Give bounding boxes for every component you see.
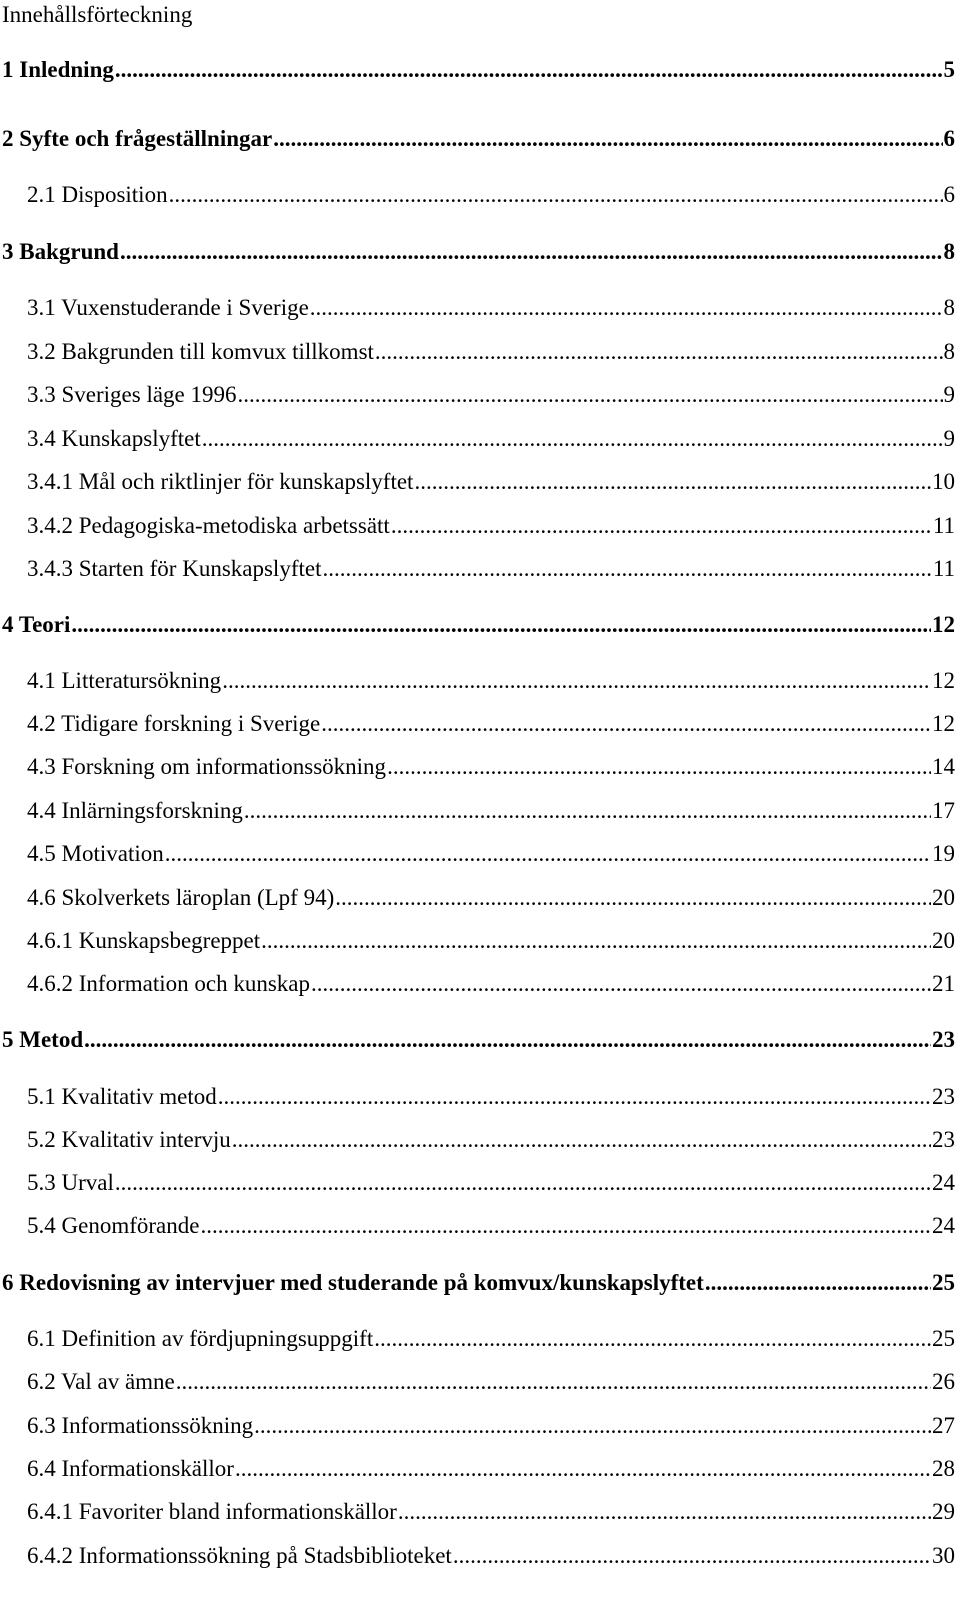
toc-entry[interactable]	[2, 124, 955, 154]
toc-entry-label: 6.1 Definition av fördjupningsuppgift	[27, 1326, 374, 1351]
toc-entry[interactable]	[2, 237, 955, 267]
toc-dot-leader	[84, 1025, 931, 1055]
toc-entry[interactable]	[27, 1211, 955, 1241]
toc-dot-leader	[165, 839, 931, 869]
toc-entry[interactable]	[27, 293, 955, 323]
toc-entry-page-number: 11	[932, 513, 955, 538]
toc-entry[interactable]	[27, 554, 955, 584]
toc-entry-label: 1 Inledning	[2, 57, 114, 82]
toc-entry-page-number: 20	[932, 928, 955, 953]
toc-entry-page-number: 9	[943, 382, 955, 407]
toc-entry[interactable]	[27, 467, 955, 497]
toc-dot-leader	[120, 237, 943, 267]
toc-dot-leader	[115, 55, 943, 85]
toc-entry-label: 5.2 Kvalitativ intervju	[27, 1127, 231, 1152]
toc-dot-leader	[375, 337, 943, 367]
toc-dot-leader	[322, 554, 931, 584]
toc-entry[interactable]	[27, 839, 955, 869]
toc-entry-page-number: 12	[932, 612, 955, 637]
toc-entry[interactable]	[2, 1268, 955, 1298]
toc-entry-page-number: 25	[932, 1326, 955, 1351]
toc-dot-leader	[335, 883, 931, 913]
toc-entry-label: 4.2 Tidigare forskning i Sverige	[27, 711, 321, 736]
toc-entry-page-number: 19	[932, 841, 955, 866]
toc-heading: Innehållsförteckning	[2, 2, 193, 27]
toc-entry-label: 6.4 Informationskällor	[27, 1456, 234, 1481]
toc-entry-label: 4 Teori	[2, 612, 71, 637]
toc-dot-leader	[222, 666, 931, 696]
toc-entry[interactable]	[27, 511, 955, 541]
toc-entry-label: 6 Redovisning av intervjuer med studerande på komvux/kunskapslyftet	[2, 1270, 704, 1295]
toc-entry[interactable]	[2, 610, 955, 640]
toc-dot-leader	[705, 1268, 931, 1298]
toc-entry-page-number: 6	[943, 182, 955, 207]
toc-dot-leader	[311, 969, 931, 999]
toc-entry-page-number: 24	[932, 1170, 955, 1195]
toc-entry-page-number: 12	[932, 668, 955, 693]
toc-entry-page-number: 6	[943, 126, 955, 151]
toc-entry[interactable]	[27, 752, 955, 782]
toc-entry-page-number: 28	[932, 1456, 955, 1481]
toc-dot-leader	[414, 467, 931, 497]
toc-entry[interactable]	[2, 55, 955, 85]
toc-entry[interactable]	[27, 709, 955, 739]
toc-dot-leader	[115, 1168, 931, 1198]
toc-entry-label: 5.1 Kvalitativ metod	[27, 1084, 217, 1109]
toc-dot-leader	[169, 180, 943, 210]
toc-entry-label: 4.1 Litteratursökning	[27, 668, 222, 693]
toc-entry[interactable]	[27, 1541, 955, 1571]
toc-entry-page-number: 8	[943, 239, 955, 264]
toc-dot-leader	[235, 1454, 931, 1484]
toc-dot-leader	[232, 1125, 931, 1155]
toc-entry-label: 4.6.2 Information och kunskap	[27, 971, 310, 996]
toc-entry-label: 3 Bakgrund	[2, 239, 119, 264]
toc-entry[interactable]	[27, 180, 955, 210]
toc-dot-leader	[387, 752, 931, 782]
toc-dot-leader	[310, 293, 943, 323]
toc-dot-leader	[321, 709, 931, 739]
toc-entry-page-number: 17	[932, 798, 955, 823]
toc-entry[interactable]	[27, 1125, 955, 1155]
toc-entry-page-number: 30	[932, 1543, 955, 1568]
toc-entry-label: 6.3 Informationssökning	[27, 1413, 254, 1438]
toc-entry[interactable]	[27, 1497, 955, 1527]
toc-entry-label: 5.3 Urval	[27, 1170, 114, 1195]
toc-entry-label: 4.4 Inlärningsforskning	[27, 798, 243, 823]
toc-entry[interactable]	[27, 1454, 955, 1484]
toc-entry-label: 2.1 Disposition	[27, 182, 168, 207]
toc-entry-page-number: 10	[932, 469, 955, 494]
toc-entry-page-number: 23	[932, 1127, 955, 1152]
toc-entry[interactable]	[27, 1082, 955, 1112]
toc-entry[interactable]	[27, 796, 955, 826]
toc-entry[interactable]	[2, 1025, 955, 1055]
toc-dot-leader	[244, 796, 931, 826]
toc-entry-label: 4.6 Skolverkets läroplan (Lpf 94)	[27, 885, 335, 910]
toc-entry[interactable]	[27, 1367, 955, 1397]
toc-entry-label: 3.4.1 Mål och riktlinjer för kunskapslyftet	[27, 469, 414, 494]
toc-entry-label: 3.3 Sveriges läge 1996	[27, 382, 237, 407]
toc-entry-label: 5 Metod	[2, 1027, 84, 1052]
toc-entry-page-number: 11	[932, 556, 955, 581]
toc-entry[interactable]	[27, 337, 955, 367]
toc-dot-leader	[200, 1211, 931, 1241]
toc-entry-page-number: 25	[932, 1270, 955, 1295]
toc-dot-leader	[273, 124, 942, 154]
toc-entry[interactable]	[27, 926, 955, 956]
toc-dot-leader	[218, 1082, 931, 1112]
toc-entry-page-number: 23	[932, 1027, 955, 1052]
toc-entry-page-number: 14	[932, 754, 955, 779]
toc-dot-leader	[254, 1411, 931, 1441]
toc-entry[interactable]	[27, 1168, 955, 1198]
toc-entry-label: 5.4 Genomförande	[27, 1213, 200, 1238]
toc-entry-page-number: 24	[932, 1213, 955, 1238]
toc-entry-label: 4.3 Forskning om informationssökning	[27, 754, 387, 779]
toc-entry-label: 3.4.2 Pedagogiska-metodiska arbetssätt	[27, 513, 390, 538]
toc-dot-leader	[453, 1541, 931, 1571]
toc-entry-label: 6.2 Val av ämne	[27, 1369, 175, 1394]
toc-entry-page-number: 12	[932, 711, 955, 736]
toc-entry[interactable]	[27, 1411, 955, 1441]
toc-entry-label: 4.6.1 Kunskapsbegreppet	[27, 928, 261, 953]
toc-entry-label: 3.1 Vuxenstuderande i Sverige	[27, 295, 309, 320]
toc-dot-leader	[202, 424, 943, 454]
toc-entry[interactable]	[27, 883, 955, 913]
toc-entry-label: 4.5 Motivation	[27, 841, 164, 866]
toc-entry-page-number: 27	[932, 1413, 955, 1438]
toc-dot-leader	[261, 926, 931, 956]
toc-entry[interactable]	[27, 666, 955, 696]
toc-entry[interactable]	[27, 1324, 955, 1354]
toc-entry[interactable]	[27, 424, 955, 454]
toc-dot-leader	[238, 380, 943, 410]
toc-entry-page-number: 9	[943, 426, 955, 451]
toc-entry-page-number: 29	[932, 1499, 955, 1524]
toc-entry[interactable]	[27, 969, 955, 999]
toc-entry[interactable]	[27, 380, 955, 410]
toc-entry-page-number: 8	[943, 339, 955, 364]
toc-entry-page-number: 26	[932, 1369, 955, 1394]
toc-dot-leader	[374, 1324, 931, 1354]
toc-entry-page-number: 20	[932, 885, 955, 910]
toc-entry-label: 6.4.2 Informationssökning på Stadsbiblioteket	[27, 1543, 452, 1568]
toc-entry-page-number: 21	[932, 971, 955, 996]
toc-entry-label: 3.2 Bakgrunden till komvux tillkomst	[27, 339, 374, 364]
toc-entry-page-number: 8	[943, 295, 955, 320]
toc-entry-label: 3.4 Kunskapslyftet	[27, 426, 201, 451]
toc-entry-page-number: 23	[932, 1084, 955, 1109]
toc-dot-leader	[71, 610, 931, 640]
toc-entry-label: 2 Syfte och frågeställningar	[2, 126, 273, 151]
toc-entry-label: 6.4.1 Favoriter bland informationskällor	[27, 1499, 397, 1524]
toc-dot-leader	[398, 1497, 931, 1527]
toc-entry-label: 3.4.3 Starten för Kunskapslyftet	[27, 556, 322, 581]
toc-entry-page-number: 5	[943, 57, 955, 82]
toc-dot-leader	[176, 1367, 931, 1397]
toc-dot-leader	[391, 511, 932, 541]
